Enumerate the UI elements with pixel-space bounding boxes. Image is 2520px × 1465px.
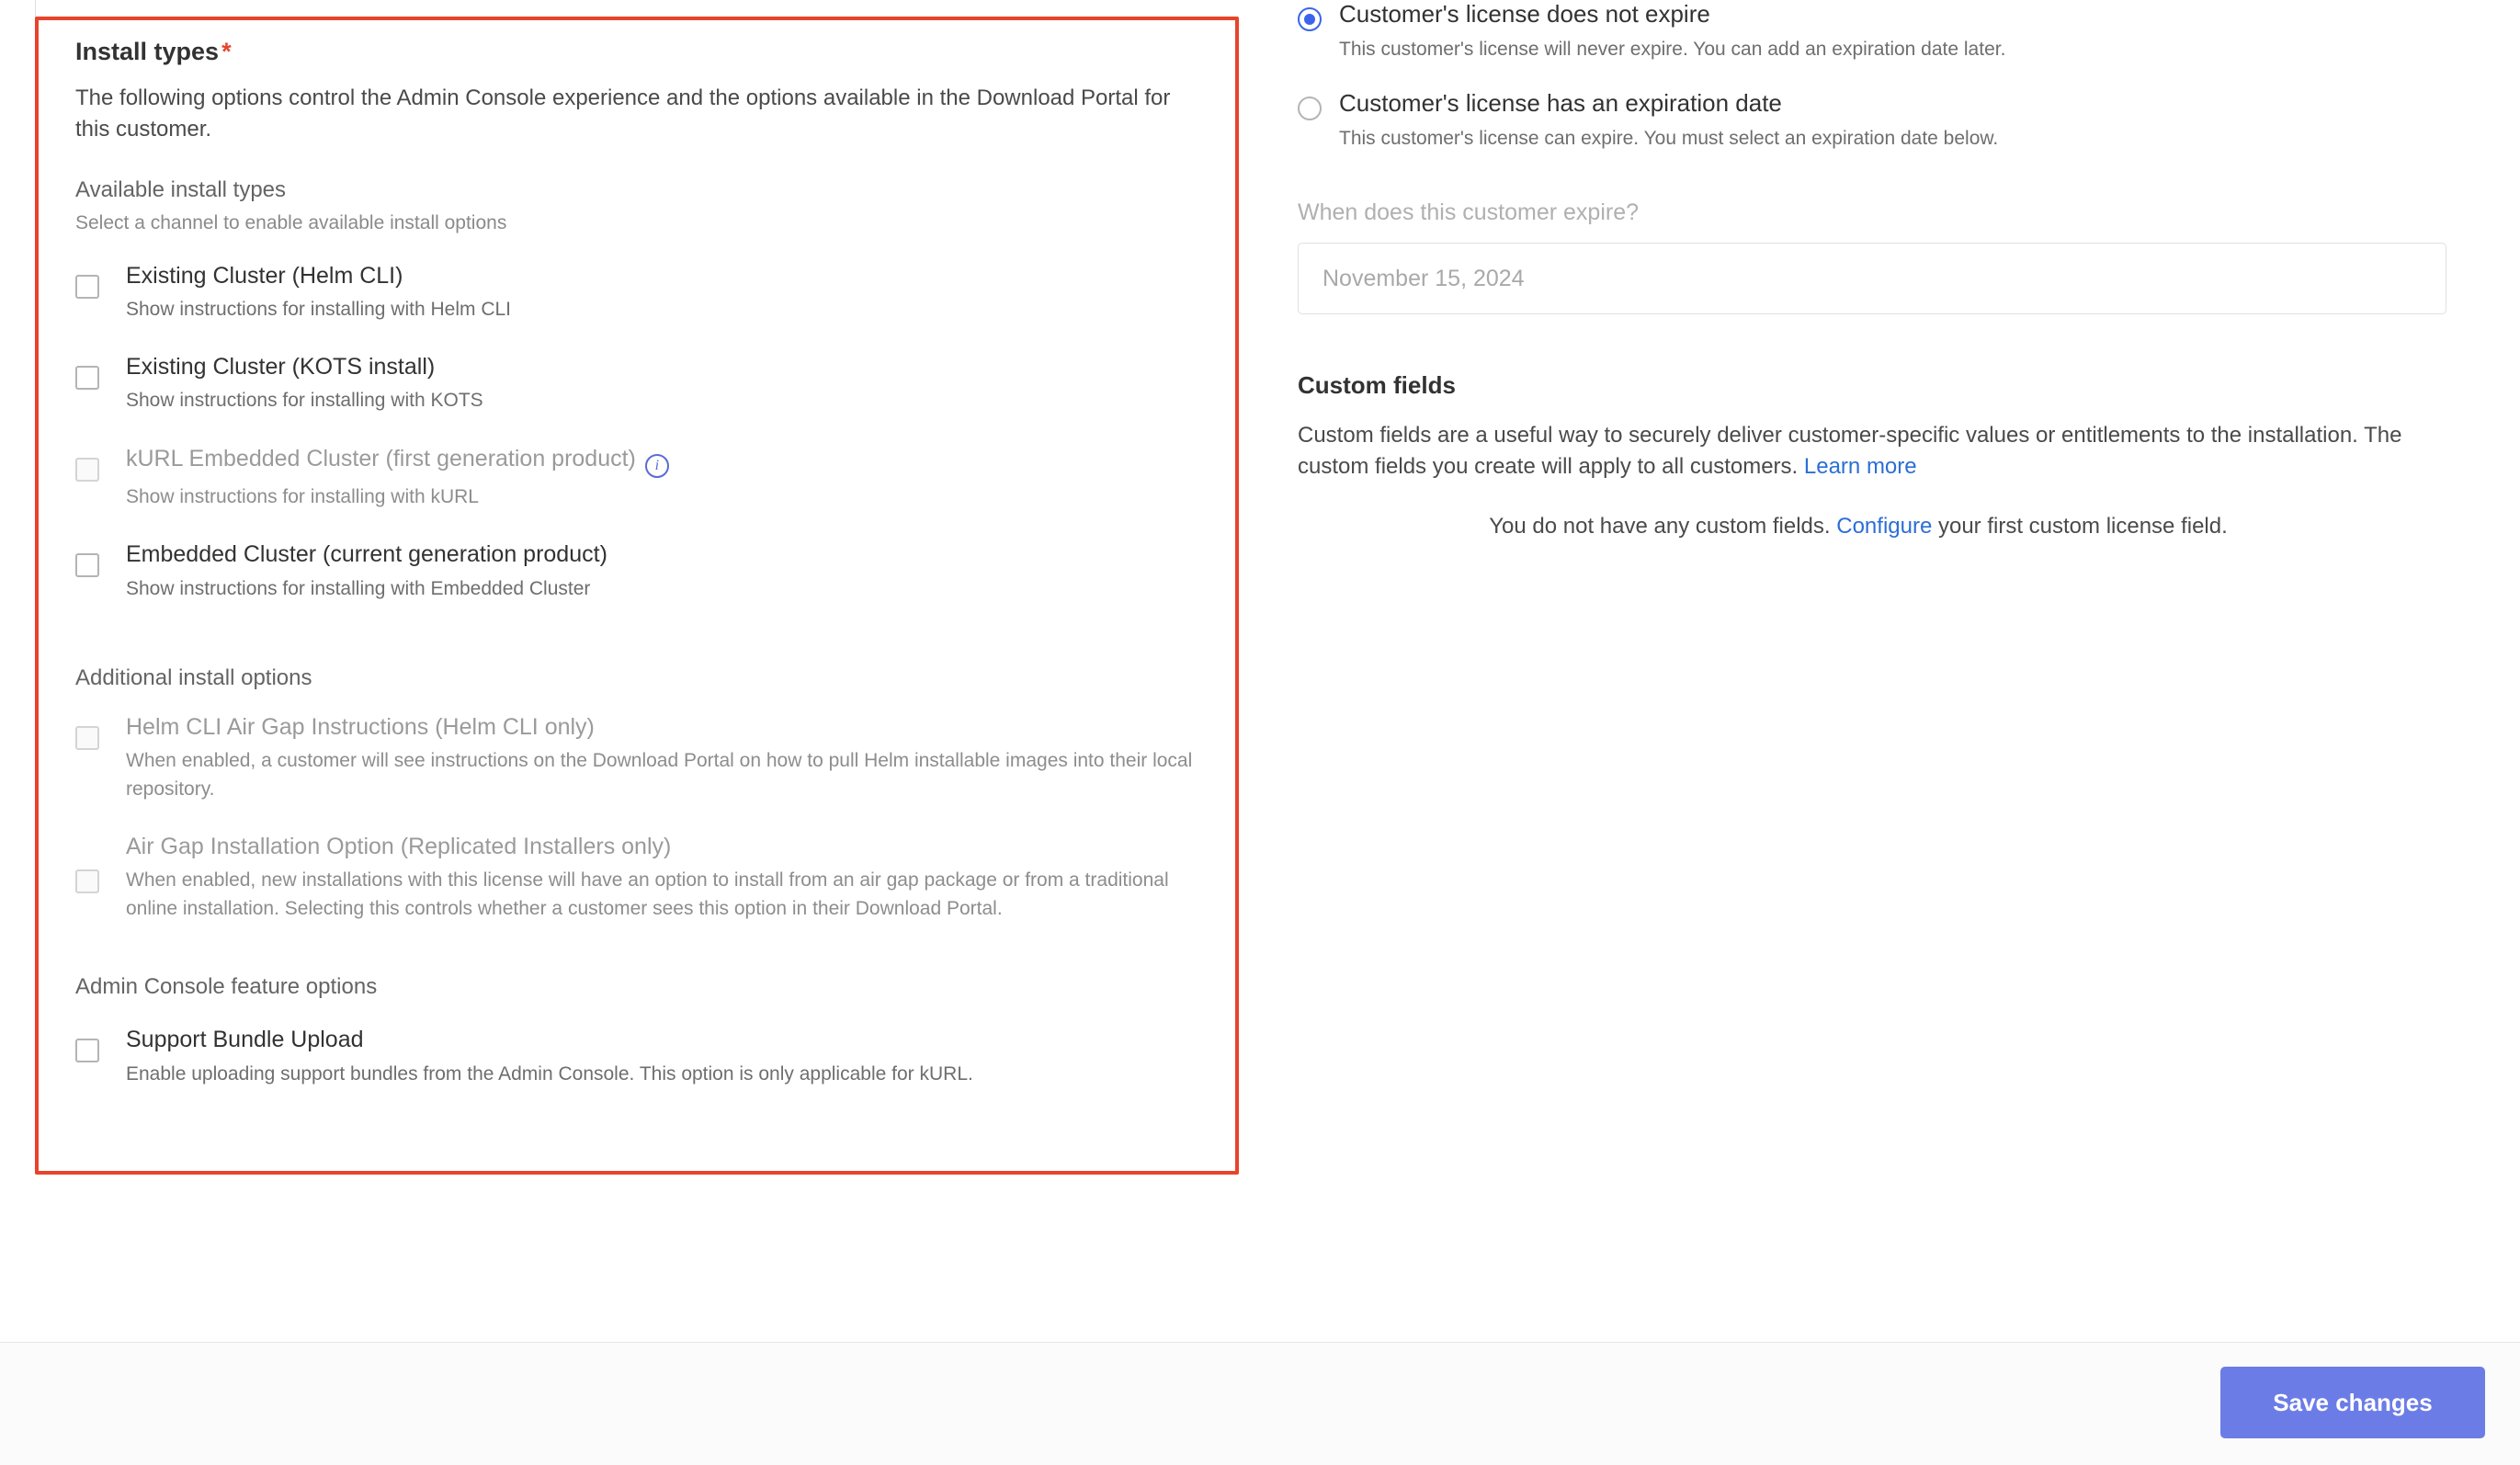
checkbox-support-bundle-upload[interactable] [75,1039,99,1062]
checkbox-sublabel: When enabled, new installations with this license will have an option to install from an air gap package or from a traditional online installation. Selecting this controls whether a customer sees this option in their Download Portal. [126,869,1169,919]
custom-fields-title: Custom fields [1298,371,1456,400]
checkbox-sublabel: Show instructions for installing with Embedded Cluster [126,577,591,599]
install-types-title-text: Install types [75,38,220,65]
install-types-column [0,0,1268,1342]
checkbox-existing-cluster-helm-cli[interactable] [75,275,99,299]
radio-label: Customer's license does not expire [1339,0,1710,28]
checkbox-sublabel: Show instructions for installing with kURL [126,485,479,507]
checkbox-row-embedded-cluster[interactable] [75,540,1224,603]
checkbox-label: Air Gap Installation Option (Replicated Installers only) [126,834,672,860]
checkbox-label: Embedded Cluster (current generation product) [126,541,607,568]
checkbox-row-existing-cluster-kots-install[interactable] [75,353,1224,415]
configure-link[interactable]: Configure [1836,514,1933,539]
custom-fields-empty-note [1298,514,2419,539]
checkbox-row-existing-cluster-helm-cli[interactable] [75,262,1224,324]
empty-note-prefix: You do not have any custom fields. [1489,514,1837,539]
available-install-types-heading: Available install types [75,176,287,202]
expiration-date-label: When does this customer expire? [1298,199,1640,226]
radio-sublabel: This customer's license can expire. You must select an expiration date below. [1339,127,1999,149]
checkbox-label: Support Bundle Upload [126,1027,364,1053]
radio-license-has-expiration-date[interactable] [1298,97,1322,120]
info-icon[interactable]: i [645,454,669,478]
checkbox-existing-cluster-kots-install[interactable] [75,366,99,390]
checkbox-row-helm-cli-air-gap-instructions[interactable] [75,713,1224,803]
checkbox-label: Existing Cluster (Helm CLI) [126,262,403,289]
save-changes-button[interactable]: Save changes [2220,1367,2485,1438]
checkbox-row-support-bundle-upload[interactable] [75,1026,1224,1088]
radio-sublabel: This customer's license will never expire. You can add an expiration date later. [1339,39,2006,61]
checkbox-sublabel: Show instructions for installing with Helm CLI [126,298,511,320]
footer-bar [0,1342,2520,1465]
radio-label: Customer's license has an expiration date [1339,88,1782,117]
checkbox-label: Existing Cluster (KOTS install) [126,354,436,380]
license-expiration-column [1287,0,2520,1342]
checkbox-kurl-embedded-cluster[interactable] [75,458,99,482]
checkbox-helm-cli-air-gap-instructions[interactable] [75,726,99,750]
checkbox-row-kurl-embedded-cluster[interactable] [75,445,1224,511]
admin-console-feature-options-heading: Admin Console feature options [75,974,378,1000]
radio-row-license-does-not-expire[interactable] [1287,0,2520,63]
panel-divider [35,0,36,24]
expiration-date-input[interactable] [1298,243,2446,314]
checkbox-embedded-cluster[interactable] [75,553,99,577]
checkbox-sublabel: When enabled, a customer will see instructions on the Download Portal on how to pull Helm installable images into their local repository. [126,750,1193,800]
spacer [75,632,1224,665]
radio-row-license-has-expiration-date[interactable] [1287,89,2520,153]
custom-fields-description-text: Custom fields are a useful way to securely deliver customer-specific values or entitlements to the installation. The custom fields you create will apply to all customers. [1298,423,2402,480]
required-marker: * [221,38,232,65]
install-types-description: The following options control the Admin Console experience and the options available in the Download Portal for this customer. [75,85,1171,142]
custom-fields-description [1298,420,2419,483]
install-types-title [75,37,1224,66]
radio-license-does-not-expire[interactable] [1298,7,1322,31]
expiration-date-placeholder: November 15, 2024 [1322,265,1525,291]
checkbox-label: Helm CLI Air Gap Instructions (Helm CLI only) [126,714,595,741]
empty-note-suffix: your first custom license field. [1932,514,2228,539]
install-types-section [75,37,1224,1118]
learn-more-link[interactable]: Learn more [1803,454,1917,480]
checkbox-sublabel: Enable uploading support bundles from the Admin Console. This option is only applicable for kURL. [126,1062,973,1085]
checkbox-label-text: kURL Embedded Cluster (first generation product) [126,445,636,471]
checkbox-row-air-gap-installation-option[interactable] [75,833,1224,923]
available-install-types-help: Select a channel to enable available install options [75,211,507,233]
checkbox-sublabel: Show instructions for installing with KOTS [126,390,483,412]
additional-install-options-heading: Additional install options [75,665,312,691]
checkbox-air-gap-installation-option[interactable] [75,869,99,893]
checkbox-label [126,445,1224,478]
